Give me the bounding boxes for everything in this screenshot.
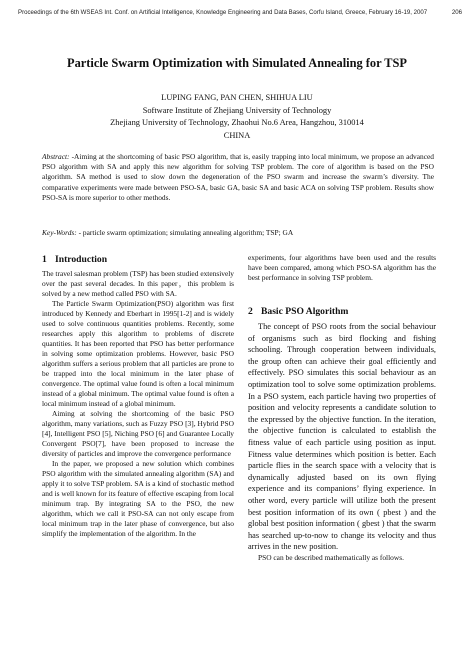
section-1-paragraph-5: experiments, four algorithms have been used and the results have been compared, among which PSO-SA algorithm has the best performance in solving TSP problem. bbox=[248, 253, 436, 282]
section-1-number: 1 bbox=[42, 254, 47, 265]
authors: LUPING FANG, PAN CHEN, SHIHUA LIU bbox=[161, 93, 313, 102]
section-2-title: Basic PSO Algorithm bbox=[261, 306, 349, 317]
section-2-number: 2 bbox=[248, 306, 253, 317]
author-block bbox=[20, 92, 454, 142]
section-1-paragraph-4: In the paper, we proposed a new solution which combines PSO algorithm with the simulated annealing algorithm (SA) and apply it to solve TSP problem. SA is a kind of stochastic method and is well known for its feature of effective escaping from local minimum trap. By integrating SA to the PSO, the new algorithm, which we call it PSO-SA can not only escape from local minimum trap in the later phase of convergence, but also simplify the implementation of the algorithm. In the bbox=[42, 459, 234, 538]
left-column bbox=[42, 253, 234, 539]
abstract bbox=[42, 152, 434, 203]
section-1-paragraph-2: The Particle Swarm Optimization(PSO) algorithm was first introduced by Kennedy and Eberhart in 1995[1-2] and is widely used to solve continuous quantities problems. Recently, some researches apply this algorithm to problems of discrete quantities. It has been reported that PSO has better performance in solving some optimization problems. However, basic PSO algorithm suffers a serious problem that all particles are prone to be trapped into the local minimum in the later phase of convergence. The optimal value found is often a local minimum instead of a global minimum. The optimal value found is often a local minimum instead of a global minimum. bbox=[42, 299, 234, 408]
section-1-paragraph-3: Aiming at solving the shortcoming of the basic PSO algorithm, many variations, such as Fuzzy PSO [3], Hybrid PSO [4], Intelligent PSO [5], Niching PSO [6] and Guarantee Locally Convergent PSO[7], have been proposed to increase the diversity of particles and improve the convergence performance bbox=[42, 409, 234, 458]
section-2-heading bbox=[248, 305, 436, 318]
section-2-paragraph-2: PSO can be described mathematically as follows. bbox=[258, 552, 404, 562]
keywords bbox=[42, 228, 434, 238]
section-1-heading bbox=[42, 253, 234, 266]
keywords-text: - particle swarm optimization; simulating annealing algorithm; TSP; GA bbox=[76, 228, 294, 237]
keywords-label: Key-Words: bbox=[42, 228, 77, 237]
page-number: 206 bbox=[451, 9, 462, 16]
running-head-text: Proceedings of the 6th WSEAS Int. Conf. on Artificial Intelligence, Knowledge Engineering and Data Bases, Corfu Island, Greece, February 16-19, 2007 bbox=[18, 9, 428, 16]
affiliation-line-1: Software Institute of Zhejiang University of Technology bbox=[142, 105, 332, 115]
affiliation-line-3: CHINA bbox=[223, 130, 251, 140]
running-head bbox=[18, 9, 462, 16]
abstract-label: Abstract: bbox=[42, 152, 70, 161]
affiliation-line-2: Zhejiang University of Technology, Zhaohui No.6 Area, Hangzhou, 310014 bbox=[110, 118, 364, 128]
abstract-text: -Aiming at the shortcoming of basic PSO algorithm, that is, easily trapping into local minimum, we propose an advanced PSO algorithm with SA and apply this new algorithm for solving TSP problem. The core of algorithm is based on the PSO algorithm. SA method is used to slow down the degeneration of the PSO swarm and increase the swarm’s diversity. The comparative experiments were made between PSO-SA, basic GA, basic SA and basic ACA on solving TSP problem. Results show PSO-SA is more superior to other methods. bbox=[42, 152, 434, 202]
section-1-title: Introduction bbox=[55, 254, 108, 265]
right-column bbox=[248, 253, 436, 563]
section-1-paragraph-1: The travel salesman problem (TSP) has been studied extensively over the past several decades. In this paper，this problem is solved by a new method called PSO with SA. bbox=[42, 269, 234, 298]
paper-title: Particle Swarm Optimization with Simulated Annealing for TSP bbox=[67, 56, 407, 70]
section-2-paragraph-1: The concept of PSO roots from the social behaviour of organisms such as bird flocking and fishing schooling. Through cooperation between individuals, the group often can achieve their goal efficiently and effectively. PSO simulates this social behaviour as an optimization tool to solve some optimization problems. In a PSO system, each particle having two properties of position and velocity represents a candidate solution to the expressed by the objective function. In the iteration, the objective function is calculated to establish the fitness value of each particle using position as input. Fitness value determines which position is better. Each particle flies in the search space with a velocity that is dynamically adjusted based on its own flying experience and its companions’ flying experience. In other word, every particle will utilize both the present best position information of its own ( pbest ) and the global best position information ( gbest ) that the swarm has searched up-to-now to change its velocity and thus arrives in the new position. bbox=[248, 322, 436, 552]
